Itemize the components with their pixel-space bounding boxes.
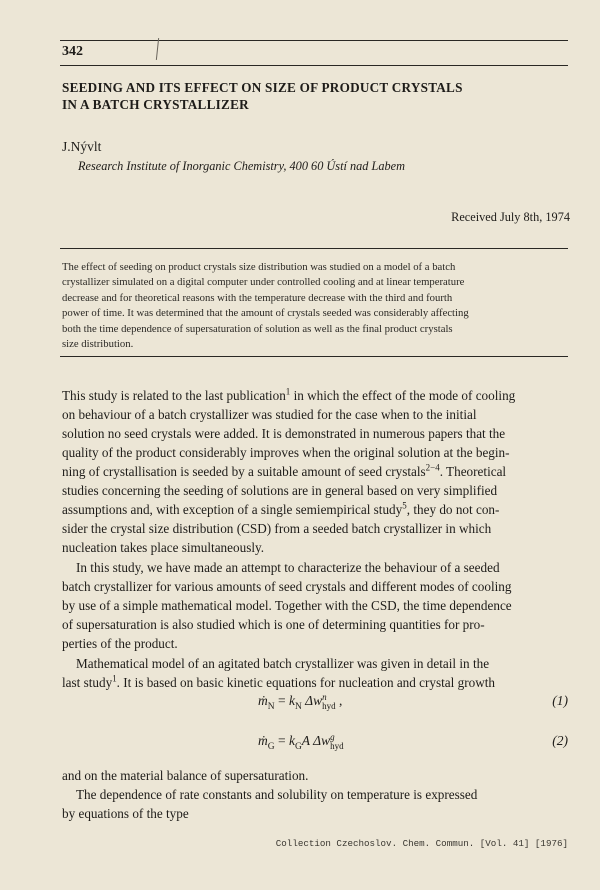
body-line: quality of the product considerably improves when the original solution at the begin-	[62, 445, 510, 461]
citation-ref: 2−4	[425, 462, 440, 473]
body-line: perties of the product.	[62, 636, 178, 652]
citation-ref: 1	[285, 386, 291, 397]
eq-symbol: ṁ	[258, 693, 268, 709]
citation-ref: 1	[112, 673, 117, 684]
body-line: The dependence of rate constants and solubility on temperature is expressed	[76, 787, 478, 803]
body-line: solution no seed crystals were added. It is demonstrated in numerous papers that the	[62, 426, 506, 442]
abstract-line: The effect of seeding on product crystals size distribution was studied on a model of a batch	[62, 261, 456, 273]
eq-exponent: n	[322, 692, 327, 702]
author-affiliation: Research Institute of Inorganic Chemistry, 400 60 Ústí nad Labem	[78, 159, 405, 173]
body-line: by equations of the type	[62, 806, 189, 822]
body-line: In this study, we have made an attempt to characterize the behaviour of a seeded	[76, 560, 500, 575]
body-line	[62, 386, 568, 405]
abstract	[62, 260, 568, 352]
abstract-line: crystallizer simulated on a digital computer under controlled cooling and at linear temperature	[62, 276, 465, 289]
text-run: This study is related to the last publication	[62, 388, 286, 403]
body-line: sider the crystal size distribution (CSD) from a seeded batch crystallizer in which	[62, 521, 492, 537]
body-line	[62, 500, 568, 519]
abstract-line: both the time dependence of supersaturation of solution as well as the final product crystals	[62, 322, 453, 335]
eq-subscript: N	[294, 701, 302, 712]
text-run: . Theoretical	[439, 464, 507, 480]
equation-2: ṁ$_G$ = $k_GA$ Δw g hyd	[258, 732, 344, 752]
abstract-line: decrease and for theoretical reasons with the temperature decrease with the third and fourth	[62, 291, 453, 304]
equation-1: ṁ$_N$ = $k_N$ Δw n hyd ,	[258, 692, 343, 712]
title-line: IN A BATCH CRYSTALLIZER	[62, 97, 249, 112]
text-run: last study	[62, 675, 113, 691]
eq-punct: ,	[335, 693, 343, 709]
equation-number: (1)	[552, 693, 568, 708]
body-line: Mathematical model of an agitated batch crystallizer was given in detail in the	[76, 656, 490, 671]
body-line: on behaviour of a batch crystallizer was studied for the case when to the initial	[62, 407, 477, 423]
text-run: in which the effect of the mode of cooling	[290, 388, 516, 403]
body-paragraph-4	[62, 766, 568, 823]
body-line: nucleation takes place simultaneously.	[62, 540, 265, 556]
pencil-mark	[156, 38, 159, 60]
author-name: J.Nývlt	[62, 139, 102, 154]
citation-ref: 5	[402, 500, 407, 511]
abstract-line: size distribution.	[62, 338, 134, 351]
eq-subscript: hyd	[330, 741, 344, 751]
eq-exponent: g	[330, 732, 335, 742]
eq-subscript: hyd	[322, 701, 336, 711]
body-paragraph-3	[62, 654, 568, 692]
eq-subscript: G	[294, 741, 302, 752]
text-run: assumptions and, with exception of a single semiempirical study	[62, 502, 403, 518]
body-line: studies concerning the seeding of solutions are in general based on very simplified	[62, 483, 498, 499]
title-line: SEEDING AND ITS EFFECT ON SIZE OF PRODUCT CRYSTALS	[62, 80, 463, 95]
equation-number: (2)	[552, 733, 568, 748]
body-paragraph-2	[62, 558, 568, 653]
body-line: and on the material balance of supersaturation.	[62, 768, 309, 783]
eq-symbol: Δw	[305, 693, 323, 709]
body-line	[62, 673, 568, 692]
body-line: by use of a simple mathematical model. Together with the CSD, the time dependence	[62, 598, 512, 614]
body-line: batch crystallizer for various amounts of seed crystals and different modes of cooling	[62, 579, 512, 595]
eq-symbol: k	[288, 693, 295, 709]
abstract-line: power of time. It was determined that the amount of crystals seeded was considerably affecting	[62, 307, 469, 320]
journal-footer: Collection Czechoslov. Chem. Commun. [Vol. 41] [1976]	[275, 838, 568, 849]
eq-symbol: A	[301, 733, 310, 749]
text-run: . It is based on basic kinetic equations for nucleation and crystal growth	[116, 675, 495, 691]
eq-symbol: ṁ	[258, 733, 268, 749]
body-paragraph-1	[62, 386, 568, 557]
text-run: ning of crystallisation is seeded by a suitable amount of seed crystals	[62, 464, 426, 480]
eq-subscript: N	[267, 701, 275, 712]
received-date: Received July 8th, 1974	[451, 210, 570, 224]
eq-symbol: Δw	[313, 733, 331, 749]
header-rule-top	[60, 40, 568, 41]
article-title	[62, 79, 562, 113]
header-rule-bottom	[60, 65, 568, 66]
body-line	[62, 462, 568, 481]
body-line: of supersaturation is also studied which is one of determining quantities for pro-	[62, 617, 485, 633]
eq-subscript: G	[267, 741, 275, 752]
abstract-rule-bottom	[60, 356, 568, 357]
abstract-rule-top	[60, 248, 568, 249]
page-number: 342	[62, 44, 83, 59]
text-run: , they do not con-	[406, 502, 500, 518]
eq-symbol: k	[288, 733, 295, 749]
